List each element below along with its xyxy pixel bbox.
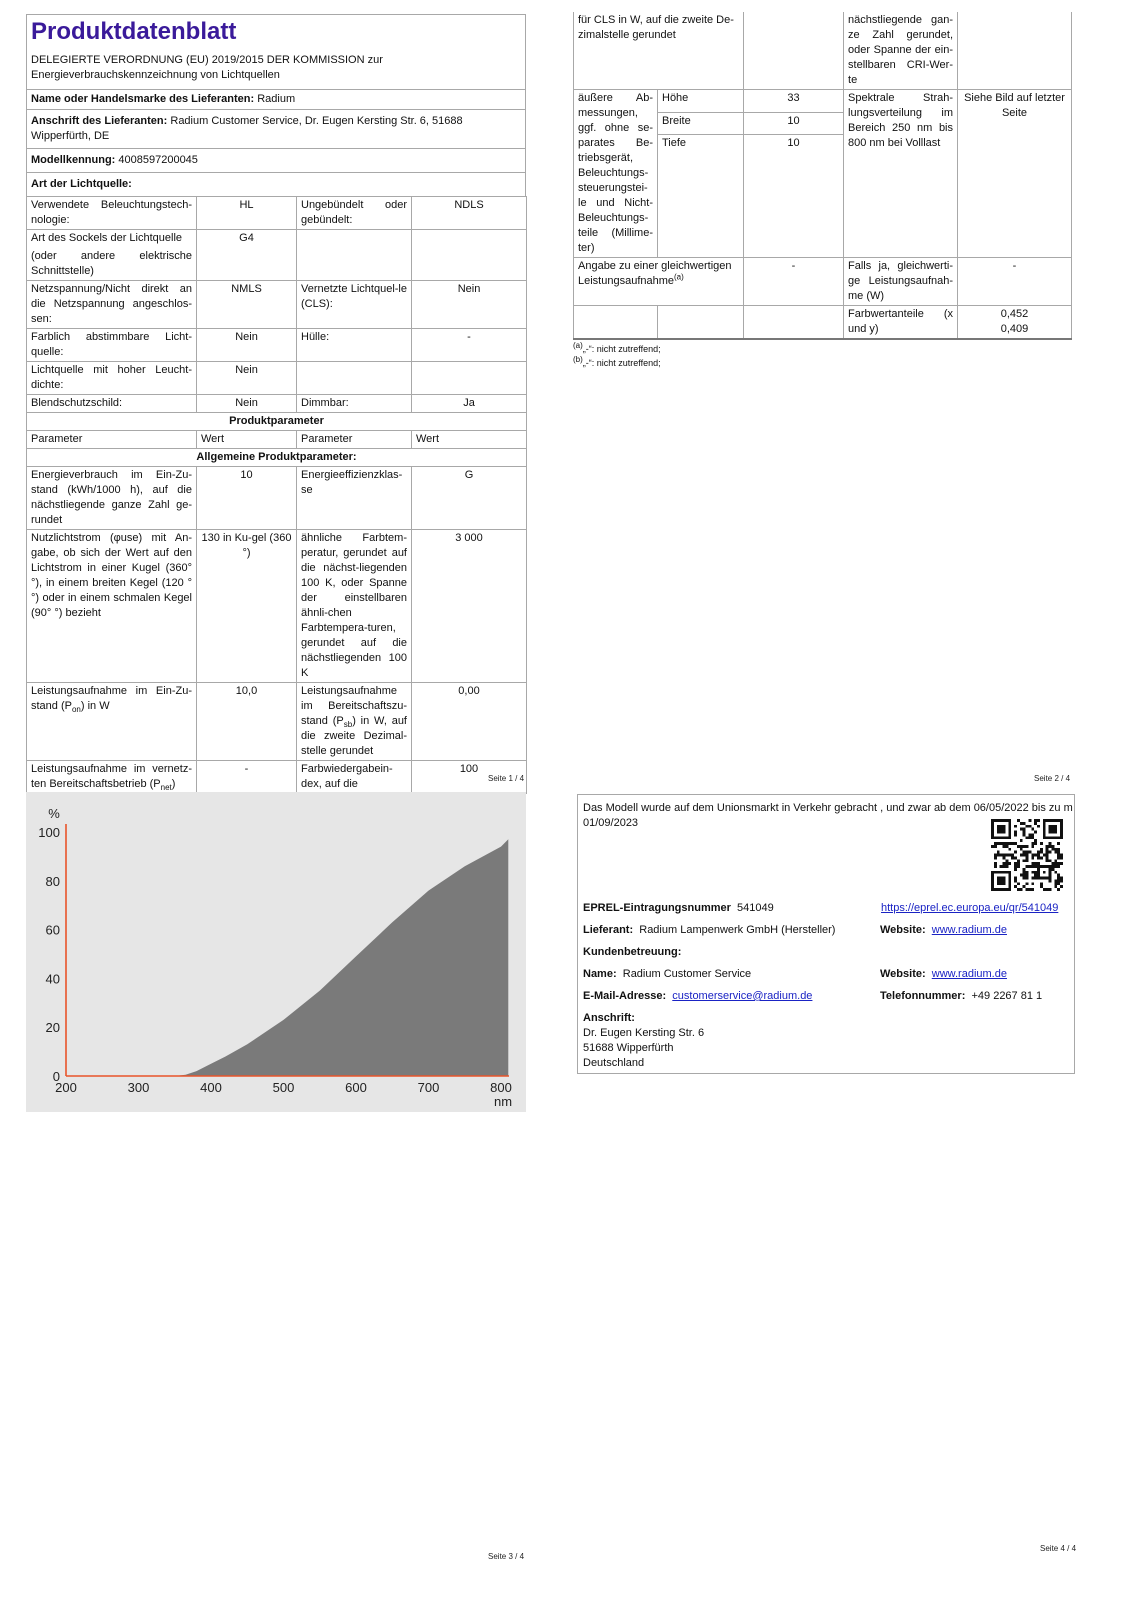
customer-service-row <box>583 945 681 960</box>
x-tick-label: 500 <box>272 1080 295 1095</box>
glare-label: Blendschutzschild: <box>27 395 197 413</box>
empty-cell <box>958 12 1072 90</box>
supplier-name-value: Radium <box>257 93 296 105</box>
eprel-label: EPREL-Eintragungsnummer <box>583 902 731 914</box>
x-tick-label: 300 <box>127 1080 150 1095</box>
footnote-b <box>573 356 1071 370</box>
flux-value: 130 in Ku-gel (360 °) <box>197 530 297 683</box>
mains-label: Netzspannung/Nicht direkt an die Netzspannung angeschlos-sen: <box>27 281 197 329</box>
flux-label: Nutzlichtstrom (φuse) mit An-gabe, ob sich der Wert auf den Lichtstrom in einer Kugel (360° °), in einem breiten Kegel (120 °°) oder in einem schmalen Kegel (90° °) bezieht <box>27 530 197 683</box>
table-row <box>27 395 527 413</box>
width-label: Breite <box>658 112 744 135</box>
model-row <box>27 149 525 173</box>
spectral-area <box>66 839 508 1076</box>
page-number: Seite 1 / 4 <box>488 774 525 783</box>
equiv-power-value: - <box>958 258 1072 306</box>
equiv-value: - <box>744 258 844 306</box>
depth-value: 10 <box>744 135 844 258</box>
empty-cell <box>412 362 527 395</box>
model-label: Modellkennung: <box>31 154 116 166</box>
x-tick-label: 700 <box>417 1080 440 1095</box>
equiv-sup: (a) <box>674 272 684 282</box>
chroma-x: 0,452 <box>1000 308 1029 320</box>
socket-label-line1: Art des Sockels der Lichtquelle <box>31 232 183 244</box>
eff-class-value: G <box>412 467 527 530</box>
pnet-sub: net <box>160 783 172 793</box>
bundled-label: Ungebündelt oder gebündelt: <box>297 197 412 230</box>
pnet-label-b: ) <box>171 778 176 790</box>
col-param-header: Parameter <box>27 431 197 449</box>
cls-label: Vernetzte Lichtquel-le (CLS): <box>297 281 412 329</box>
footnote-a <box>573 342 1071 356</box>
pnet-value: - <box>197 761 297 794</box>
height-label: Höhe <box>658 90 744 113</box>
website-link[interactable]: www.radium.de <box>931 924 1007 936</box>
website-row <box>880 923 1007 938</box>
high-luminance-label: Lichtquelle mit hoher Leucht-dichte: <box>27 362 197 395</box>
table-row <box>27 467 527 530</box>
tech-value: HL <box>197 197 297 230</box>
name-label: Name: <box>583 968 617 980</box>
page-number: Seite 3 / 4 <box>488 1552 525 1561</box>
y-tick-label: 20 <box>45 1020 60 1036</box>
table-row <box>27 362 527 395</box>
address-line-3: Deutschland <box>583 1057 645 1069</box>
header-box <box>26 14 526 197</box>
y-tick-label: 60 <box>45 922 60 938</box>
cri-value: 100 <box>412 761 527 794</box>
spectral-chart <box>26 792 526 1112</box>
eprel-link[interactable]: https://eprel.ec.europa.eu/qr/541049 <box>881 902 1059 914</box>
supplier-row <box>583 923 835 938</box>
socket-value: G4 <box>197 230 297 281</box>
table-row <box>27 329 527 362</box>
empty-cell <box>574 306 658 340</box>
col-param-header: Parameter <box>297 431 412 449</box>
website2-label: Website: <box>880 968 926 980</box>
email-row <box>583 989 812 1004</box>
chroma-label: Farbwertanteile (x und y) <box>844 306 958 340</box>
pnet-label <box>27 761 197 794</box>
tech-label: Verwendete Beleuchtungstech-nologie: <box>27 197 197 230</box>
table-row <box>574 12 1072 90</box>
phone-value: +49 2267 81 1 <box>971 990 1043 1002</box>
width-value: 10 <box>744 112 844 135</box>
footnote-b-text: „-“: nicht zutreffend; <box>582 358 661 368</box>
model-value: 4008597200045 <box>118 154 198 166</box>
y-tick-label: 0 <box>52 1069 60 1084</box>
page-number: Seite 2 / 4 <box>1034 774 1071 783</box>
footnote-a-text: „-“: nicht zutreffend; <box>582 344 661 354</box>
psb-label-a: Leistungsaufnahme im Bereitschaftszu-stand (P <box>301 685 407 727</box>
regulation-text: DELEGIERTE VERORDNUNG (EU) 2019/2015 DER KOMMISSION zur Energieverbrauchskennzeichnung von Lichtquellen <box>27 51 525 90</box>
high-luminance-value: Nein <box>197 362 297 395</box>
market-text: Das Modell wurde auf dem Unionsmarkt in Verkehr gebracht , und zwar ab dem 06/05/2022 bis zu m 01/09/2023 <box>583 802 1073 829</box>
envelope-value: - <box>412 329 527 362</box>
y-axis-label: % <box>48 806 60 821</box>
col-value-header: Wert <box>197 431 297 449</box>
address-line-1: Dr. Eugen Kersting Str. 6 <box>583 1027 705 1039</box>
email-label: E-Mail-Adresse: <box>583 990 667 1002</box>
equiv-label <box>574 258 744 306</box>
chroma-y: 0,409 <box>1000 323 1029 335</box>
mains-value: NMLS <box>197 281 297 329</box>
x-tick-labels <box>55 1080 512 1095</box>
x-axis-label: nm <box>493 1094 513 1109</box>
equiv-power-label: Falls ja, gleichwerti-ge Leistungsaufnah-me (W) <box>844 258 958 306</box>
pnet-label-a: Leistungsaufnahme im vernetz-ten Bereitschaftsbetrieb (P <box>31 763 192 790</box>
email-link[interactable]: customerservice@radium.de <box>672 990 813 1002</box>
cct-label: ähnliche Farbtem-peratur, gerundet auf die nächst-liegenden 100 K, oder Spanne der einstellbaren ähnli-chen Farbtempera-turen, gerundet auf die nächstliegenden 100 K <box>297 530 412 683</box>
empty-cell <box>412 230 527 281</box>
pon-sub: on <box>71 705 81 715</box>
pon-label-b: ) in W <box>80 700 110 712</box>
page-number: Seite 4 / 4 <box>1040 1544 1077 1553</box>
footnote-b-sup: (b) <box>573 355 583 364</box>
supplier-address-row <box>27 110 525 149</box>
table-row <box>27 197 527 230</box>
psb-sub: sb <box>343 720 353 730</box>
empty-cell <box>744 306 844 340</box>
cct-value: 3 000 <box>412 530 527 683</box>
x-tick-label: 200 <box>55 1080 77 1095</box>
empty-cell <box>297 362 412 395</box>
cri-label: Farbwiedergabein-dex, auf die <box>297 761 412 794</box>
dimmable-label: Dimmbar: <box>297 395 412 413</box>
supplier-address-value: Radium Customer Service, Dr. Eugen Kersting Str. 6, 51688 Wipperfürth, DE <box>31 115 463 142</box>
supplier-address-label: Anschrift des Lieferanten: <box>31 115 168 127</box>
eprel-row <box>583 901 774 916</box>
psb-value: 0,00 <box>412 683 527 761</box>
supplier-name-label: Name oder Handelsmarke des Lieferanten: <box>31 93 255 105</box>
chroma-values <box>958 306 1072 340</box>
x-tick-label: 800 <box>490 1080 512 1095</box>
light-source-type-row <box>27 173 525 196</box>
y-tick-label: 80 <box>45 873 60 889</box>
continuation-table <box>573 12 1072 340</box>
table-row <box>574 258 1072 306</box>
qr-code-icon <box>991 819 1063 891</box>
y-tick-label: 40 <box>45 971 60 987</box>
socket-label <box>27 230 197 281</box>
page-1 <box>26 14 526 793</box>
empty-cell <box>658 306 744 340</box>
psb-label-b: ) in W, auf die zweite Dezimal-stelle gerundet <box>301 715 407 757</box>
customer-service-label: Kundenbetreuung: <box>583 946 682 958</box>
empty-cell <box>297 230 412 281</box>
phone-row <box>880 989 1042 1004</box>
x-tick-label: 400 <box>200 1080 222 1095</box>
glare-value: Nein <box>197 395 297 413</box>
energy-value: 10 <box>197 467 297 530</box>
eprel-value: 541049 <box>737 902 774 914</box>
table-row <box>574 306 1072 340</box>
footnote-a-sup: (a) <box>573 341 583 350</box>
website-label: Website: <box>880 924 926 936</box>
cont-right-cell: nächstliegende gan-ze Zahl gerundet, oder Spanne der ein-stellbaren CRI-Wer-te <box>844 12 958 90</box>
page-title: Produktdatenblatt <box>31 18 237 45</box>
address-line-2: 51688 Wipperfürth <box>583 1042 674 1054</box>
cont-left-cell: für CLS in W, auf die zweite De-zimalstelle gerundet <box>574 12 744 90</box>
cls-value: Nein <box>412 281 527 329</box>
website2-link[interactable]: www.radium.de <box>931 968 1007 980</box>
table-row <box>27 449 527 467</box>
color-tunable-label: Farblich abstimmbare Licht-quelle: <box>27 329 197 362</box>
address-label: Anschrift: <box>583 1012 635 1024</box>
pon-label-a: Leistungsaufnahme im Ein-Zu-stand (P <box>31 685 192 712</box>
bundled-value: NDLS <box>412 197 527 230</box>
y-tick-labels <box>38 825 60 1084</box>
supplier-name-row <box>27 90 525 110</box>
table-row <box>27 683 527 761</box>
empty-cell <box>744 12 844 90</box>
equiv-label-text: Angabe zu einer gleichwertigen Leistungsaufnahme <box>578 260 732 287</box>
psb-label <box>297 683 412 761</box>
envelope-label: Hülle: <box>297 329 412 362</box>
table-row <box>27 230 527 281</box>
y-tick-label: 100 <box>38 825 60 840</box>
eff-class-label: Energieeffizienzklas-se <box>297 467 412 530</box>
spectral-value: Siehe Bild auf letzter Seite <box>958 90 1072 258</box>
phone-label: Telefonnummer: <box>880 990 966 1002</box>
supplier-value: Radium Lampenwerk GmbH (Hersteller) <box>639 924 836 936</box>
page-2 <box>573 12 1071 370</box>
socket-label-line2: (oder andere elektrische Schnittstelle) <box>31 250 192 277</box>
table-row <box>27 431 527 449</box>
name-value: Radium Customer Service <box>622 968 752 980</box>
height-value: 33 <box>744 90 844 113</box>
general-params-header: Allgemeine Produktparameter: <box>27 449 527 467</box>
spectral-chart-svg <box>26 792 526 1112</box>
supplier-label: Lieferant: <box>583 924 634 936</box>
energy-label: Energieverbrauch im Ein-Zu-stand (kWh/1000 h), auf die nächstliegende ganze Zahl ge-rundet <box>27 467 197 530</box>
name-row <box>583 967 751 982</box>
dimmable-value: Ja <box>412 395 527 413</box>
pon-value: 10,0 <box>197 683 297 761</box>
color-tunable-value: Nein <box>197 329 297 362</box>
table-row <box>27 413 527 431</box>
eprel-box <box>577 794 1075 1074</box>
table-row <box>27 761 527 794</box>
website2-row <box>880 967 1007 982</box>
dims-label: äußere Ab-messungen, ggf. ohne se-parates Be-triebsgerät, Beleuchtungs-steuerungstei-le und Nicht-Beleuchtungs-teile (Millime-ter) <box>574 90 658 258</box>
x-tick-label: 600 <box>345 1080 367 1095</box>
depth-label: Tiefe <box>658 135 744 258</box>
spectral-label: Spektrale Strah-lungsverteilung im Bereich 250 nm bis 800 nm bei Volllast <box>844 90 958 258</box>
address-block <box>583 1011 704 1071</box>
pon-label <box>27 683 197 761</box>
light-source-type-label: Art der Lichtquelle: <box>31 178 132 190</box>
table-row <box>27 281 527 329</box>
col-value-header: Wert <box>412 431 527 449</box>
table-row <box>27 530 527 683</box>
product-params-header: Produktparameter <box>27 413 527 431</box>
table-row <box>574 90 1072 113</box>
product-table <box>26 196 527 794</box>
